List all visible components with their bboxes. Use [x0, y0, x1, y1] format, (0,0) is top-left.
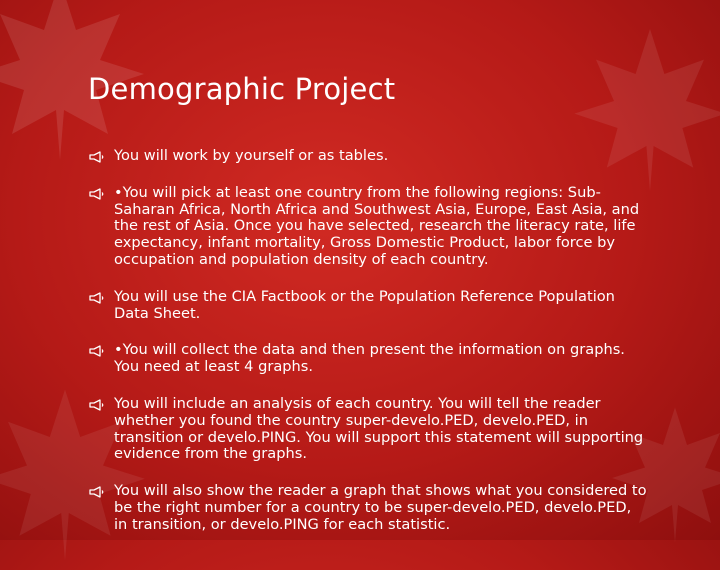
bullet-item [88, 289, 648, 323]
bullet-text: You will use the CIA Factbook or the Population Reference Population Data Sheet. [114, 287, 615, 322]
megaphone-icon [88, 345, 104, 357]
bullet-item [88, 342, 648, 376]
bullet-item [88, 483, 648, 533]
megaphone-icon [88, 486, 104, 498]
bullet-text: You will also show the reader a graph that shows what you considered to be the right number for a country to be super-develo.PED, develo.PED, in transition, or develo.PING for each statistic. [114, 482, 647, 533]
bullet-text: •You will collect the data and then present the information on graphs. You need at least 4 graphs. [114, 341, 625, 376]
bullet-list [88, 148, 648, 554]
bullet-item [88, 185, 648, 269]
bullet-item [88, 148, 648, 165]
bullet-text: You will work by yourself or as tables. [114, 147, 389, 164]
bullet-text: •You will pick at least one country from the following regions: Sub-Saharan Africa, North Africa and Southwest Asia, Europe, East Asia, and the rest of Asia. Once you have selected, research the literacy rate, life expectancy, infant mortality, Gross Domestic Product, labor force by occupation and population density of each country. [114, 183, 640, 268]
megaphone-icon [88, 292, 104, 304]
slide-title: Demographic Project [88, 72, 396, 106]
megaphone-icon [88, 151, 104, 163]
megaphone-icon [88, 188, 104, 200]
megaphone-icon [88, 399, 104, 411]
bullet-item [88, 396, 648, 463]
bullet-text: You will include an analysis of each country. You will tell the reader whether you found the country super-develo.PED, develo.PED, in transition or develo.PING. You will support this statement will supporting evidence from the graphs. [114, 394, 644, 463]
